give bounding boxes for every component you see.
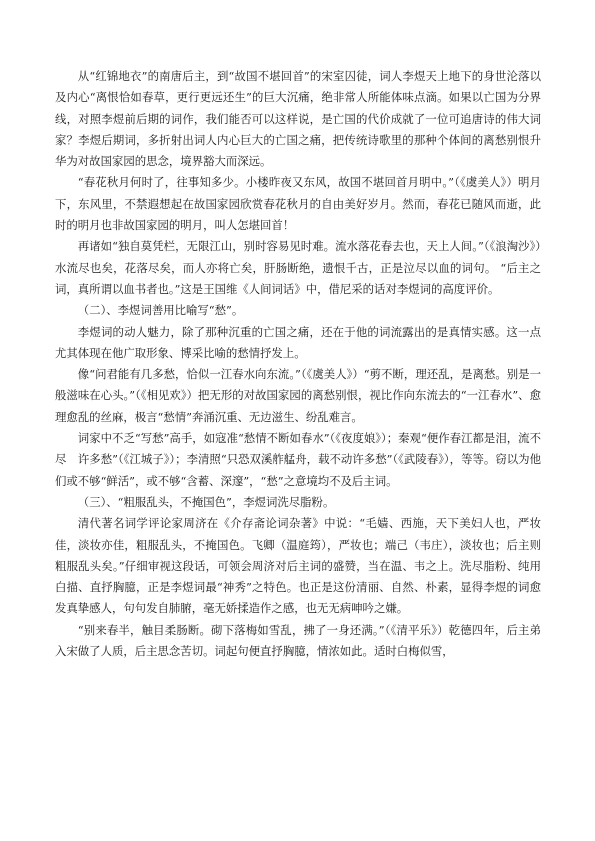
paragraph-langtaosha: 再诸如“独自莫凭栏，无限江山，别时容易见时难。流水落花春去也，天上人间。”（《浪淘沙》）水流尽也矣，花落尽矣，而人亦将亡矣，肝肠断绝，遗恨千古，正是泣尽以血的词句。 “后主之词，真所谓以血书者也。”这是王国维《人间词话》中，借尼采的话对李煜词的高度评价。	[55, 239, 541, 296]
paragraph-intro: 从“红锦地衣”的南唐后主，到“故国不堪回首”的宋室囚徒，词人李煜天上地下的身世沦落以及内心“离恨恰如春草，更行更远还生”的巨大沉痛，绝非常人所能体味点滴。如果以亡国为分界线，对照李煜前后期的词作，我们能否可以这样说，是亡国的代价成就了一位可追唐诗的伟大词家？李煜后期词，多折射出词人内心巨大的亡国之痛，把传统诗歌里的那种个体间的离愁别恨升华为对故国家园的思念，境界豁大而深远。	[55, 69, 541, 169]
section-heading-2: （二）、李煜词善用比喻写“愁”。	[77, 303, 244, 318]
paragraph-metaphor: 像“问君能有几多愁，恰似一江春水向东流。”（《虞美人》）“剪不断，理还乱，是离愁。别是一般滋味在心头。”（《相见欢》）把无形的对故国家园的离愁别恨，视比作向东流去的“一江春水”、愈理愈乱的丝麻，极言“愁情”奔涌沉重、无边滋生、纷乱难言。	[55, 367, 541, 424]
paragraph-zhouji: 清代著名词学评论家周济在《介存斋论词杂著》中说：“毛嫱、西施，天下美妇人也，严妆佳，淡妆亦佳，粗服乱头，不掩国色。飞卿（温庭筠），严妆也；端己（韦庄），淡妆也；后主则粗服乱头矣。”仔细审视这段话，可领会周济对后主词的盛赞，当在温、韦之上。洗尽脂粉、纯用白描、直抒胸臆，正是李煜词最“神秀”之特色。也正是这份清丽、自然、朴素，显得李煜的词愈发真挚感人，句句发自肺腑，毫无娇揉造作之感，也无无病呻吟之嫌。	[55, 516, 541, 616]
paragraph-other-poets: 词家中不乏“写愁”高手，如寇准“愁情不断如春水”（《夜度娘》）；秦观“便作春江都是泪，流不尽 许多愁”（《江城子》）；李清照“只恐双溪舴艋舟，载不动许多愁”（《武陵春》），等等。窃以为他们或不够“鲜活”，或不够“含蓄、深邃”，“愁”之意境均不及后主词。	[55, 431, 541, 488]
document-page	[55, 66, 541, 662]
paragraph-qingpingle: “别来春半，触目柔肠断。砌下落梅如雪乱，拂了一身还满。”（《清平乐》）乾德四年，后主弟入宋做了人质，后主思念苦切。词起句便直抒胸臆，情浓如此。适时白梅似雪，	[55, 622, 541, 659]
section-heading-3: （三）、“粗服乱头，不掩国色”，李煜词洗尽脂粉。	[77, 494, 335, 509]
paragraph-yumeiren: “春花秋月何时了，往事知多少。小楼昨夜又东风，故国不堪回首月明中。”（《虞美人》）明月下，东风里，不禁遐想起在故国家园欣赏春花秋月的自由美好岁月。然而，春花已随风而逝，此时的明月也非故国家园的明月，叫人怎堪回首！	[55, 175, 541, 233]
paragraph-charm: 李煜词的动人魅力，除了那种沉重的亡国之痛，还在于他的词流露出的是真情实感。这一点尤其体现在他广取形象、博采比喻的愁情抒发上。	[55, 324, 541, 360]
